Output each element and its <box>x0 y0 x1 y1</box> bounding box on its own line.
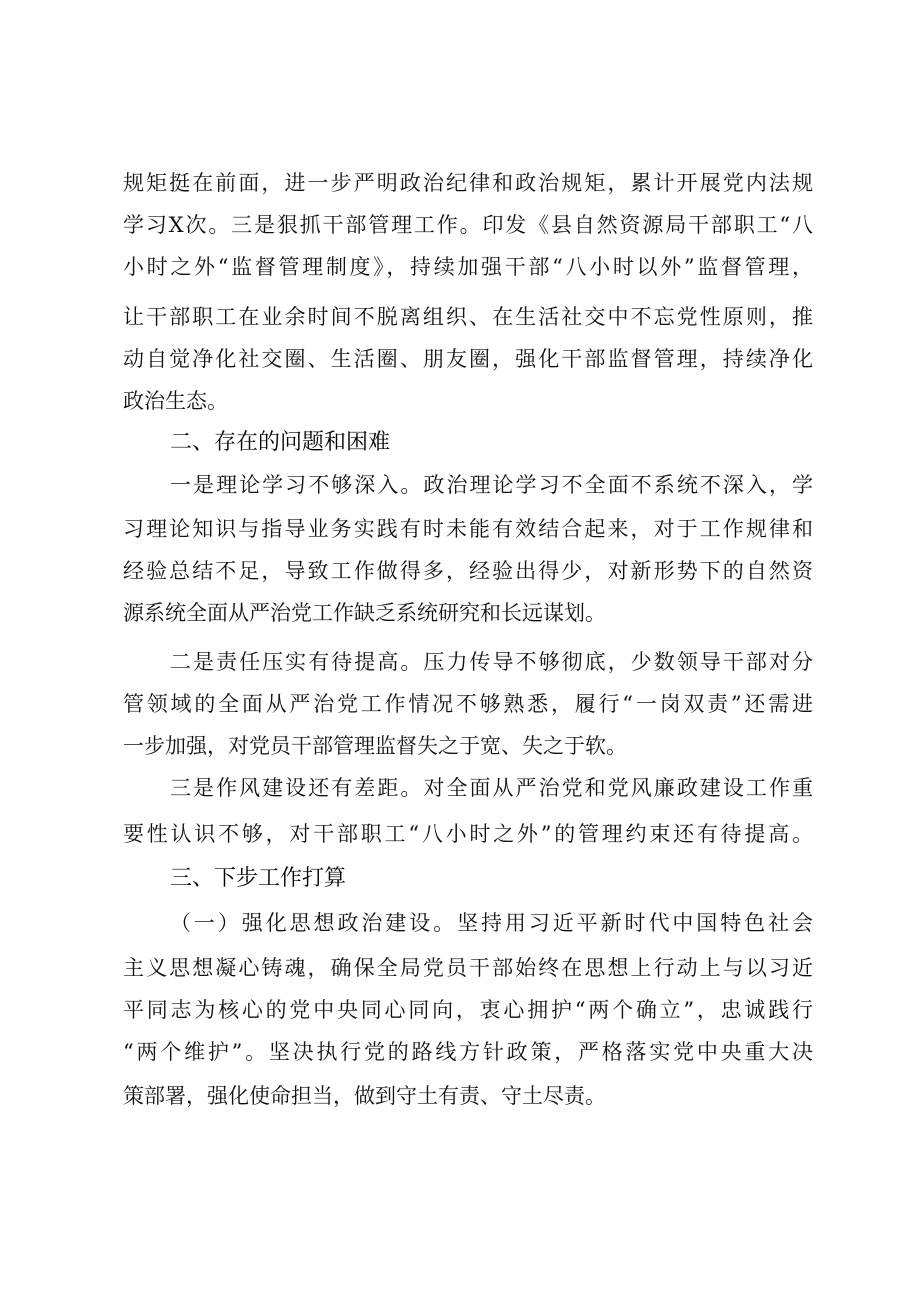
paragraph-line: 二是责任压实有待提高。压力传导不够彻底，少数领导干部对分 <box>170 650 813 674</box>
section-heading: 二、存在的问题和困难 <box>170 430 391 455</box>
paragraph-line: 主义思想凝心铸魂，确保全局党员干部始终在思想上行动上与以习近 <box>123 956 813 980</box>
paragraph-line: 管领域的全面从严治党工作情况不够熟悉，履行“一岗双责”还需进 <box>123 692 813 716</box>
paragraph-line: 平同志为核心的党中央同心同向，衷心拥护“两个确立”，忠诚践行 <box>123 998 813 1022</box>
paragraph-line: 策部署，强化使命担当，做到守土有责、守土尽责。 <box>123 1084 606 1108</box>
paragraph-line: （一）强化思想政治建设。坚持用习近平新时代中国特色社会 <box>170 911 813 935</box>
paragraph-line: “两个维护”。坚决执行党的路线方针政策，严格落实党中央重大决 <box>123 1040 813 1064</box>
paragraph-line: 源系统全面从严治党工作缺乏系统研究和长远谋划。 <box>123 601 606 625</box>
paragraph-line: 学习X次。三是狠抓干部管理工作。印发《县自然资源局干部职工“八 <box>123 213 813 237</box>
section-heading: 三、下步工作打算 <box>170 866 347 891</box>
paragraph-line: 经验总结不足，导致工作做得多，经验出得少，对新形势下的自然资 <box>123 559 813 583</box>
paragraph-line: 让干部职工在业余时间不脱离组织、在生活社交中不忘党性原则，推 <box>123 305 813 329</box>
paragraph-line: 政治生态。 <box>123 389 228 413</box>
paragraph-line: 一步加强，对党员干部管理监督失之于宽、失之于软。 <box>123 734 627 758</box>
paragraph-line: 规矩挺在前面，进一步严明政治纪律和政治规矩，累计开展党内法规 <box>123 171 813 195</box>
paragraph-line: 动自觉净化社交圈、生活圈、朋友圈，强化干部监督管理，持续净化 <box>123 347 813 371</box>
paragraph-line: 习理论知识与指导业务实践有时未能有效结合起来，对于工作规律和 <box>123 517 813 541</box>
paragraph-line: 一是理论学习不够深入。政治理论学习不全面不系统不深入，学 <box>170 473 813 497</box>
paragraph-line: 小时之外“监督管理制度》，持续加强干部“八小时以外”监督管理， <box>123 255 813 279</box>
paragraph-line: 三是作风建设还有差距。对全面从严治党和党风廉政建设工作重 <box>170 776 813 800</box>
paragraph-line: 要性认识不够，对干部职工“八小时之外”的管理约束还有待提高。 <box>123 822 813 846</box>
